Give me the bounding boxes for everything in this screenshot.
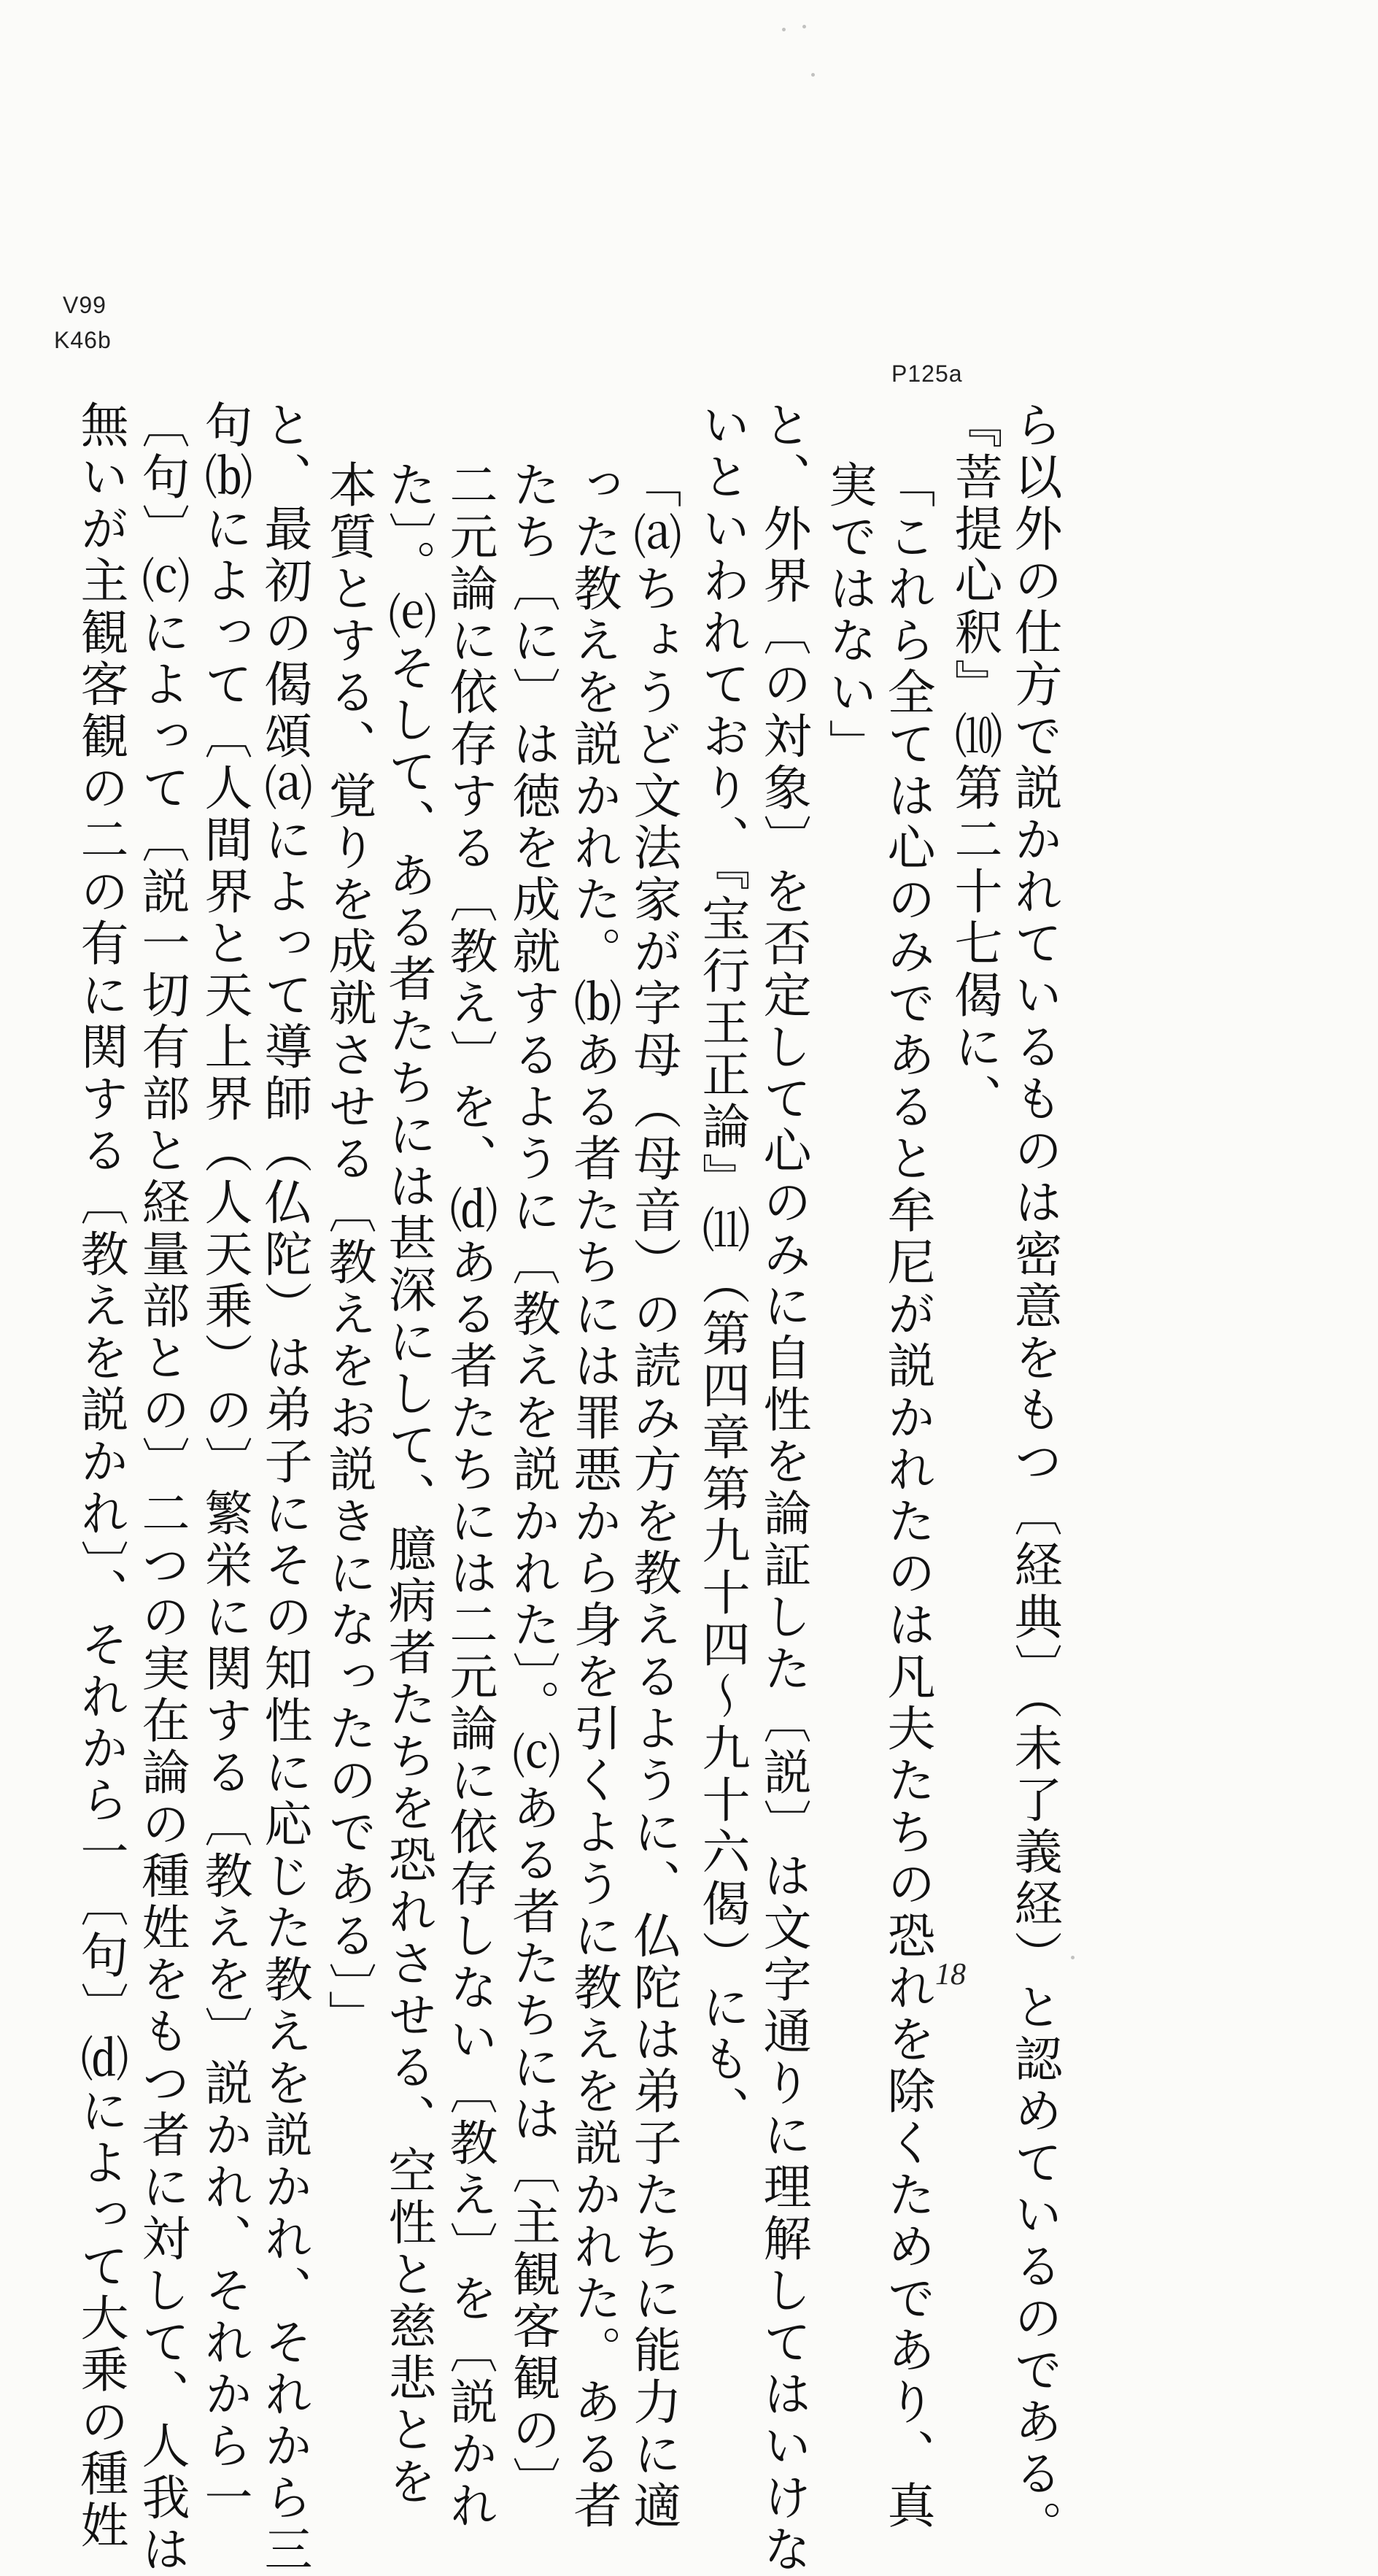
text-column-1: ら以外の仕方で説かれているものは密意をもつ〔経典〕（未了義経）と認めているのである。 <box>1006 400 1062 2552</box>
text-column-6: いといわれており、『宝行王正論』⑾（第四章第九十四〜九十六偈）にも、 <box>694 400 750 2137</box>
text-column-10: 二元論に依存する〔教え〕を、⒟ある者たちには二元論に依存しない〔教え〕を〔説かれ <box>441 460 498 2532</box>
text-column-13: と、最初の偈頌⒜によって導師（仏陀）は弟子にその知性に応じた教えを説かれ、それから三 <box>256 400 312 2576</box>
text-column-4: 実ではない」 <box>821 460 877 771</box>
text-column-8: った教えを説かれた。⒝ある者たちには罪悪から身を引くように教えを説かれた。ある者 <box>565 460 622 2532</box>
reference-marker-v: V99 <box>63 292 107 318</box>
reference-marker-k: K46b <box>54 327 112 353</box>
text-column-7: 「⒜ちょうど文法家が字母（母音）の読み方を教えるように、仏陀は弟子たちに能力に適 <box>625 460 681 2532</box>
text-column-3: 「これら全ては心のみであると牟尼が説かれたのは凡夫たちの恐れを除くためであり、真 <box>879 460 935 2532</box>
text-column-16: 無いが主観客観の二の有に関する〔教えを説かれ〕、それから一〔句〕⒟によって大乗の種姓 <box>72 400 128 2552</box>
text-column-2: 『菩提心釈』⑽第二十七偈に、 <box>946 400 1002 1125</box>
scan-speck <box>811 73 815 77</box>
reference-marker-p: P125a <box>891 360 963 387</box>
page-number: 18 <box>935 1958 966 1991</box>
scan-speck <box>782 28 786 31</box>
text-column-9: たち〔に〕は徳を成就するように〔教えを説かれた〕。⒞ある者たちには〔主観客観の〕 <box>504 460 560 2508</box>
text-column-14: 句⒝によって〔人間界と天上界（人天乗）の〕繁栄に関する〔教えを〕説かれ、それから一 <box>196 400 252 2524</box>
text-column-11: た〕。⒠そして、ある者たちには甚深にして、臆病者たちを恐れさせる、空性と慈悲とを <box>380 460 436 2508</box>
text-column-15: 〔句〕⒞によって〔説一切有部と経量部との〕二つの実在論の種姓をもつ者に対して、人我は <box>133 400 190 2576</box>
scan-speck <box>802 25 806 28</box>
text-column-12: 本質とする、覚りを成就させる〔教えをお説きになったのである〕」 <box>320 460 376 2042</box>
scan-speck <box>1071 1956 1075 1959</box>
text-column-5: と、外界〔の対象〕を否定して心のみに自性を論証した〔説〕は文字通りに理解してはいけな <box>755 400 811 2576</box>
